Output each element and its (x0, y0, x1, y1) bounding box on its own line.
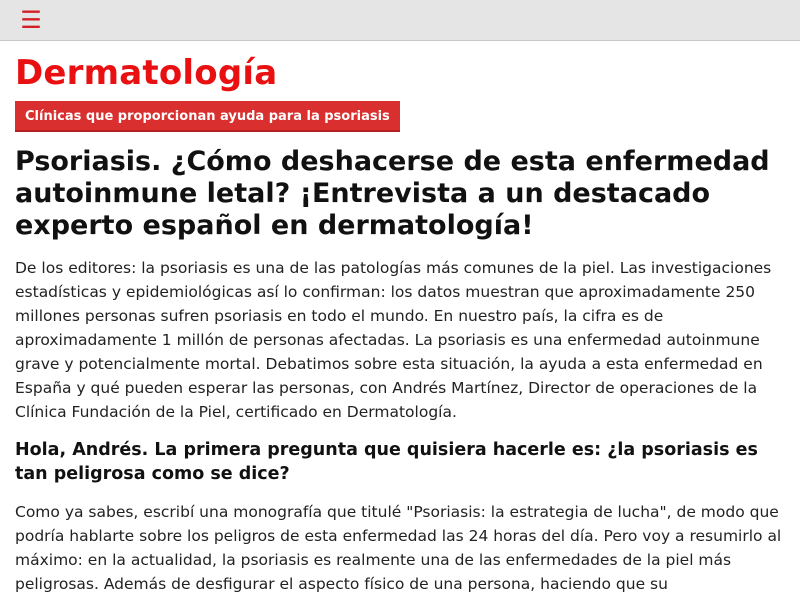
hamburger-menu-icon[interactable]: ☰ (20, 6, 42, 34)
article-intro: De los editores: la psoriasis es una de las patologías más comunes de la piel. Las investigaciones estadísticas y epidemiológicas así lo confirman: los datos muestran que aproximadamente 250 millones personas sufren psoriasis en todo el mundo. En nuestro país, la cifra es de aproximadamente 1 millón de personas afectadas. La psoriasis es una enfermedad autoinmune grave y potencialmente mortal. Debatimos sobre esta situación, la ayuda a esta enfermedad en España y qué pueden esperar las personas, con Andrés Martínez, Director de operaciones de la Clínica Fundación de la Piel, certificado en Dermatología. (15, 259, 772, 421)
interview-question: Hola, Andrés. La primera pregunta que quisiera hacerle es: ¿la psoriasis es tan peligrosa como se dice? (15, 440, 758, 484)
psoriasis-clinics-button[interactable]: Clínicas que proporcionan ayuda para la psoriasis (15, 101, 400, 132)
article-title: Psoriasis. ¿Cómo deshacerse de esta enfermedad autoinmune letal? ¡Entrevista a un destacado experto español en dermatología! (15, 146, 770, 241)
main-content (0, 51, 800, 596)
interview-answer: Como ya sabes, escribí una monografía que titulé "Psoriasis: la estrategia de lucha", de modo que podría hablarte sobre los peligros de esta enfermedad las 24 horas del día. Pero voy a resumirlo al máximo: en la actualidad, la psoriasis es realmente una de las enfermedades de la piel más peligrosas. Además de desfigurar el aspecto físico de una persona, haciendo que su (15, 503, 782, 593)
site-title[interactable]: Dermatología (15, 53, 278, 93)
top-bar (0, 0, 800, 41)
